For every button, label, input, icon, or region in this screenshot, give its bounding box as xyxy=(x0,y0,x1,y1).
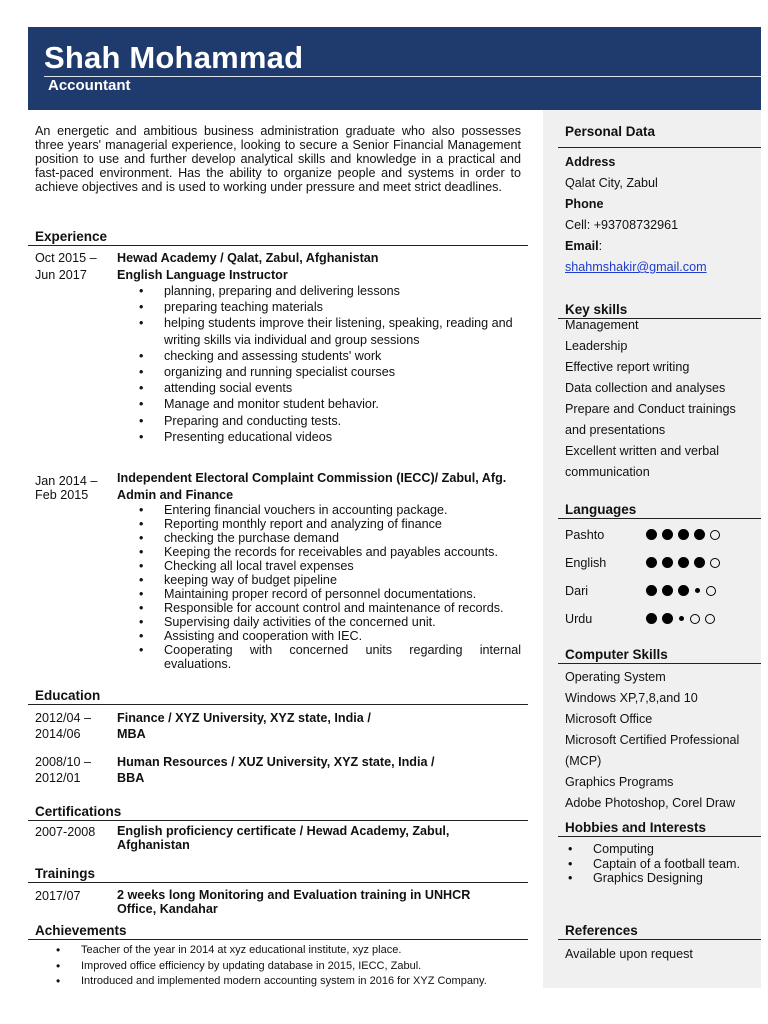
list-item: • Entering financial vouchers in accounting package. xyxy=(117,503,521,517)
key-skills-heading: Key skills xyxy=(558,302,761,319)
rating-dot-full xyxy=(678,557,689,568)
training-line-2: Office, Kandahar xyxy=(117,902,218,916)
list-item: Operating System xyxy=(565,670,666,684)
job-1-role: English Language Instructor xyxy=(117,268,288,282)
list-item: • Responsible for account control and maintenance of records. xyxy=(117,601,521,615)
language-rating xyxy=(646,585,716,596)
language-name: Dari xyxy=(565,584,589,598)
job-title: Accountant xyxy=(48,77,131,94)
education-heading: Education xyxy=(28,688,528,705)
rating-dot-full xyxy=(662,613,673,624)
list-item: • Teacher of the year in 2014 at xyz educational institute, xyz place. xyxy=(56,943,526,959)
job-2-organization: Independent Electoral Complaint Commission (IECC)/ Zabul, Afg. xyxy=(117,471,507,485)
training-date: 2017/07 xyxy=(35,889,81,903)
language-name: Pashto xyxy=(565,528,605,542)
header-banner xyxy=(28,27,761,110)
rating-dot-full xyxy=(646,529,657,540)
language-rating xyxy=(646,613,715,624)
list-item: Adobe Photoshop, Corel Draw xyxy=(565,796,736,810)
list-item: • Supervising daily activities of the concerned unit. xyxy=(117,615,521,629)
list-item: • Manage and monitor student behavior. xyxy=(117,396,521,412)
phone-label: Phone xyxy=(565,197,604,211)
job-1-duties xyxy=(117,283,521,445)
achievements-heading: Achievements xyxy=(28,923,528,940)
email-colon: : xyxy=(598,239,603,253)
personal-data-heading: Personal Data xyxy=(558,124,761,148)
list-item: Excellent written and verbal communication xyxy=(565,444,720,479)
list-item: Effective report writing xyxy=(565,360,690,374)
list-item: • Cooperating with concerned units regarding internal evaluations. xyxy=(117,643,521,671)
rating-dot-full xyxy=(678,585,689,596)
list-item: Data collection and analyses xyxy=(565,381,726,395)
certifications-heading: Certifications xyxy=(28,804,528,821)
job-2-date-start: Jan 2014 – xyxy=(35,474,98,488)
edu-1-degree: MBA xyxy=(117,727,146,741)
email-row xyxy=(565,236,757,257)
language-rating xyxy=(646,529,720,540)
cert-line-1: English proficiency certificate / Hewad Academy, Zabul, xyxy=(117,824,450,838)
cert-date: 2007-2008 xyxy=(35,825,96,839)
job-1-organization: Hewad Academy / Qalat, Zabul, Afghanistan xyxy=(117,251,379,265)
address-value: Qalat City, Zabul xyxy=(565,176,658,190)
rating-dot-empty xyxy=(710,530,720,540)
edu-2-degree: BBA xyxy=(117,771,145,785)
list-item: Leadership xyxy=(565,339,628,353)
key-skills-list xyxy=(565,315,757,483)
header-divider xyxy=(44,76,761,77)
rating-dot-full xyxy=(646,613,657,624)
list-item: • Checking all local travel expenses xyxy=(117,559,521,573)
language-name: Urdu xyxy=(565,612,593,626)
list-item: • helping students improve their listening, speaking, reading and writing skills via individual and group sessions xyxy=(117,315,521,347)
computer-skills-list xyxy=(565,667,757,814)
hobbies-list xyxy=(565,842,757,886)
email-link[interactable]: shahmshakir@gmail.com xyxy=(565,260,707,274)
training-line-1: 2 weeks long Monitoring and Evaluation training in UNHCR xyxy=(117,888,471,902)
experience-heading: Experience xyxy=(28,229,528,246)
rating-dot-full xyxy=(662,557,673,568)
list-item: Prepare and Conduct trainings and presentations xyxy=(565,402,736,437)
list-item: Microsoft Office xyxy=(565,712,653,726)
rating-dot-full xyxy=(694,557,705,568)
job-1-date-start: Oct 2015 – xyxy=(35,251,97,265)
rating-dot-empty xyxy=(706,586,716,596)
rating-dot-empty xyxy=(690,614,700,624)
rating-dot-full xyxy=(694,529,705,540)
references-heading: References xyxy=(558,923,761,940)
list-item: Graphics Programs xyxy=(565,775,674,789)
rating-dot-full xyxy=(646,585,657,596)
language-rating xyxy=(646,557,720,568)
list-item: • Presenting educational videos xyxy=(117,429,521,445)
language-name: English xyxy=(565,556,607,570)
edu-2-program: Human Resources / XUZ University, XYZ state, India / xyxy=(117,755,435,769)
rating-dot-full xyxy=(678,529,689,540)
list-item: • Graphics Designing xyxy=(565,871,757,886)
phone-value: Cell: +93708732961 xyxy=(565,218,679,232)
email-label: Email xyxy=(565,239,599,253)
list-item: • attending social events xyxy=(117,380,521,396)
edu-2-date-start: 2008/10 – xyxy=(35,755,92,769)
list-item: • checking and assessing students' work xyxy=(117,348,521,364)
job-2-role: Admin and Finance xyxy=(117,488,234,502)
list-item: • Maintaining proper record of personnel documentations. xyxy=(117,587,521,601)
languages-heading: Languages xyxy=(558,502,761,519)
list-item: • organizing and running specialist courses xyxy=(117,364,521,380)
candidate-name: Shah Mohammad xyxy=(44,40,304,75)
trainings-heading: Trainings xyxy=(28,866,528,883)
list-item: • Captain of a football team. xyxy=(565,857,757,872)
edu-2-date-end: 2012/01 xyxy=(35,771,81,785)
edu-1-date-start: 2012/04 – xyxy=(35,711,92,725)
address-label: Address xyxy=(565,155,616,169)
rating-dot-full xyxy=(662,585,673,596)
references-text: Available upon request xyxy=(565,947,693,961)
list-item: • keeping way of budget pipeline xyxy=(117,573,521,587)
job-2-date-end: Feb 2015 xyxy=(35,488,89,502)
cert-line-2: Afghanistan xyxy=(117,838,190,852)
list-item: • Keeping the records for receivables and payables accounts. xyxy=(117,545,521,559)
hobbies-heading: Hobbies and Interests xyxy=(558,820,761,837)
list-item: • Reporting monthly report and analyzing of finance xyxy=(117,517,521,531)
job-2-duties xyxy=(117,503,521,671)
rating-dot-empty xyxy=(705,614,715,624)
list-item: Windows XP,7,8,and 10 xyxy=(565,691,698,705)
achievements-list xyxy=(56,943,526,990)
rating-dot-empty xyxy=(710,558,720,568)
list-item: Microsoft Certified Professional (MCP) xyxy=(565,733,740,768)
list-item: • Assisting and cooperation with IEC. xyxy=(117,629,521,643)
list-item: • preparing teaching materials xyxy=(117,299,521,315)
list-item: • Preparing and conducting tests. xyxy=(117,413,521,429)
edu-1-program: Finance / XYZ University, XYZ state, India / xyxy=(117,711,371,725)
edu-1-date-end: 2014/06 xyxy=(35,727,81,741)
list-item: • Computing xyxy=(565,842,757,857)
profile-summary: An energetic and ambitious business administration graduate who also possesses three years' managerial experience, looking to secure a Senior Financial Management position to use and further develop analytical skills and knowledge in a practical and fast-paced environment. Has the ability to organize people and systems in order to achieve objectives and is used to working under pressure and meet strict deadlines. xyxy=(35,124,521,194)
list-item: • checking the purchase demand xyxy=(117,531,521,545)
rating-dot-full xyxy=(662,529,673,540)
list-item: • Introduced and implemented modern accounting system in 2016 for XYZ Company. xyxy=(56,974,526,990)
rating-dot-half xyxy=(695,588,700,593)
list-item: • Improved office efficiency by updating database in 2015, IECC, Zabul. xyxy=(56,959,526,975)
list-item: Management xyxy=(565,318,639,332)
rating-dot-full xyxy=(646,557,657,568)
computer-skills-heading: Computer Skills xyxy=(558,647,761,664)
list-item: • planning, preparing and delivering lessons xyxy=(117,283,521,299)
rating-dot-half xyxy=(679,616,684,621)
job-1-date-end: Jun 2017 xyxy=(35,268,87,282)
